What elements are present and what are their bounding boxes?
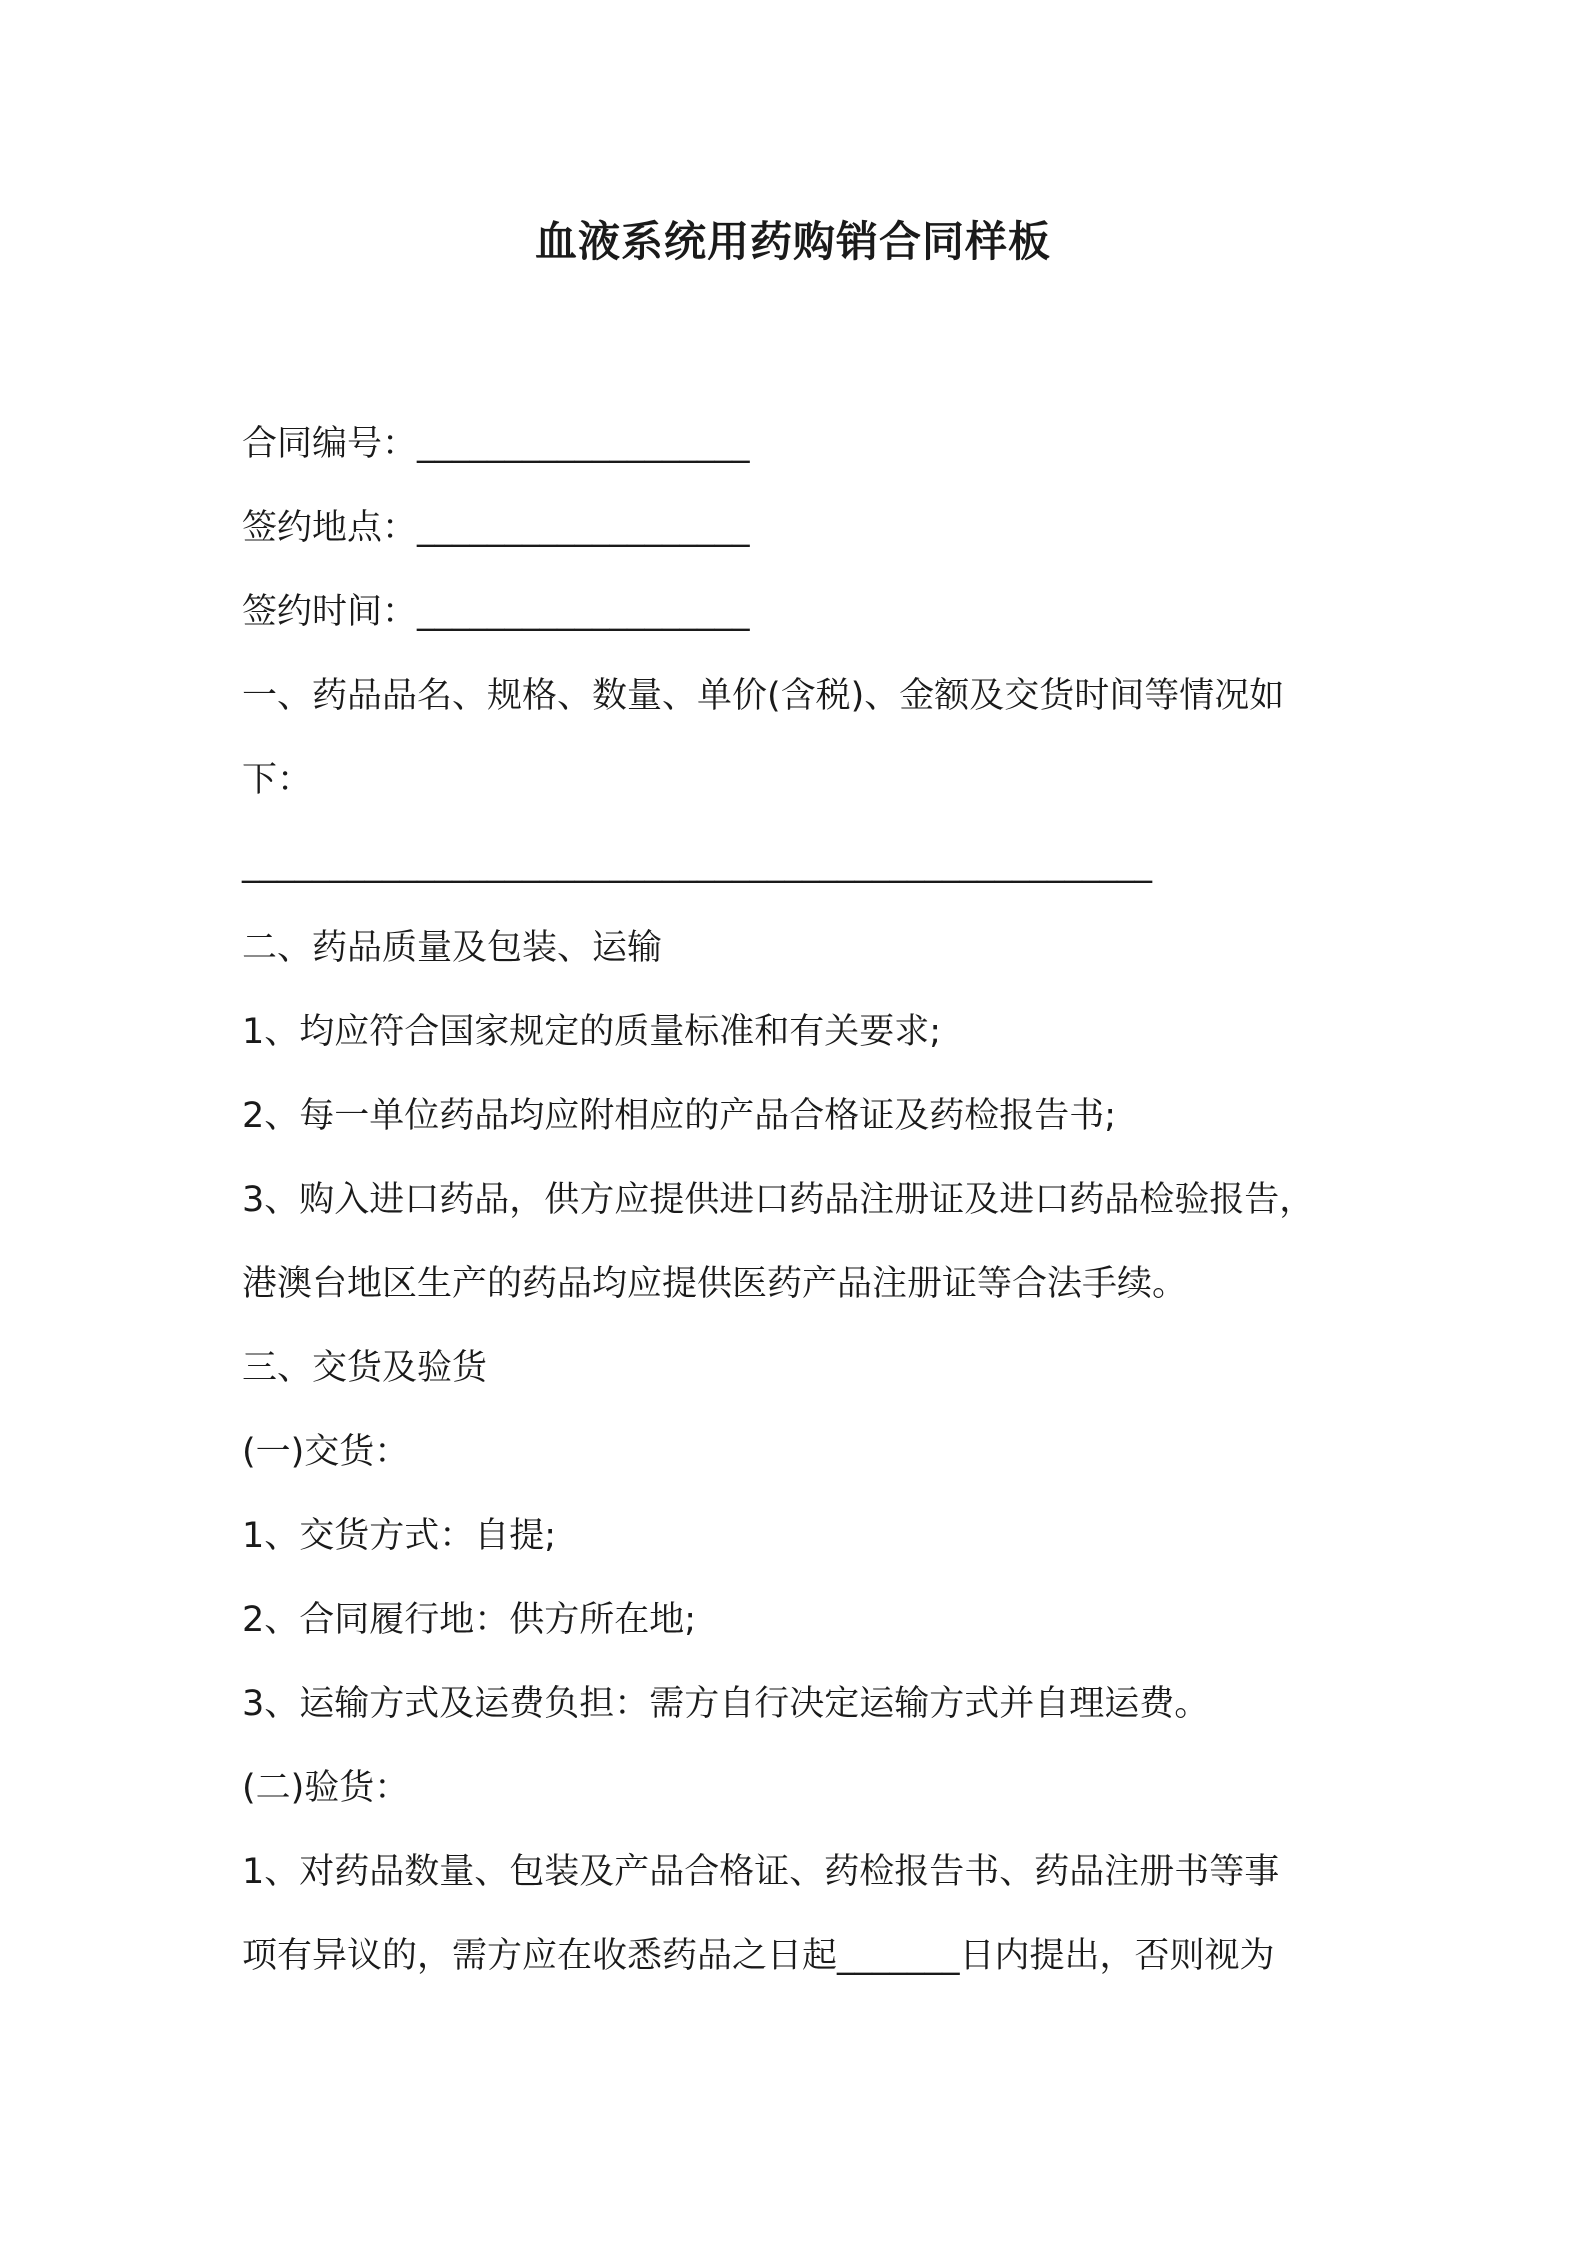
inspection-item-1-cont: 项有异议的，需方应在收悉药品之日起_______日内提出，否则视为 bbox=[242, 1936, 1275, 1976]
section-2-item-2: 2、每一单位药品均应附相应的产品合格证及药检报告书; bbox=[242, 1096, 1117, 1136]
subsection-delivery: (一)交货： bbox=[242, 1432, 410, 1472]
document-body bbox=[242, 402, 1382, 1998]
section-2-item-3: 3、购入进口药品，供方应提供进口药品注册证及进口药品检验报告， bbox=[242, 1180, 1315, 1220]
section-2-item-1: 1、均应符合国家规定的质量标准和有关要求; bbox=[242, 1012, 942, 1052]
contract-number-line: 合同编号：___________________ bbox=[242, 424, 750, 464]
section-1-heading-cont: 下： bbox=[242, 760, 313, 800]
delivery-item-3: 3、运输方式及运费负担：需方自行决定运输方式并自理运费。 bbox=[242, 1684, 1210, 1724]
delivery-item-2: 2、合同履行地：供方所在地; bbox=[242, 1600, 697, 1640]
inspection-item-1: 1、对药品数量、包装及产品合格证、药检报告书、药品注册书等事 bbox=[242, 1852, 1280, 1892]
blank-fill-line: ____________________________________________________ bbox=[242, 844, 1152, 884]
section-3-heading: 三、交货及验货 bbox=[242, 1348, 488, 1388]
section-2-item-3-cont: 港澳台地区生产的药品均应提供医药产品注册证等合法手续。 bbox=[242, 1264, 1188, 1304]
document-title: 血液系统用药购销合同样板 bbox=[534, 217, 1051, 266]
delivery-item-1: 1、交货方式：自提; bbox=[242, 1516, 557, 1556]
signing-time-line: 签约时间：___________________ bbox=[242, 592, 750, 632]
signing-place-line: 签约地点：___________________ bbox=[242, 508, 750, 548]
subsection-inspection: (二)验货： bbox=[242, 1768, 410, 1808]
section-2-heading: 二、药品质量及包装、运输 bbox=[242, 928, 663, 968]
section-1-heading: 一、药品品名、规格、数量、单价(含税)、金额及交货时间等情况如 bbox=[242, 676, 1285, 716]
